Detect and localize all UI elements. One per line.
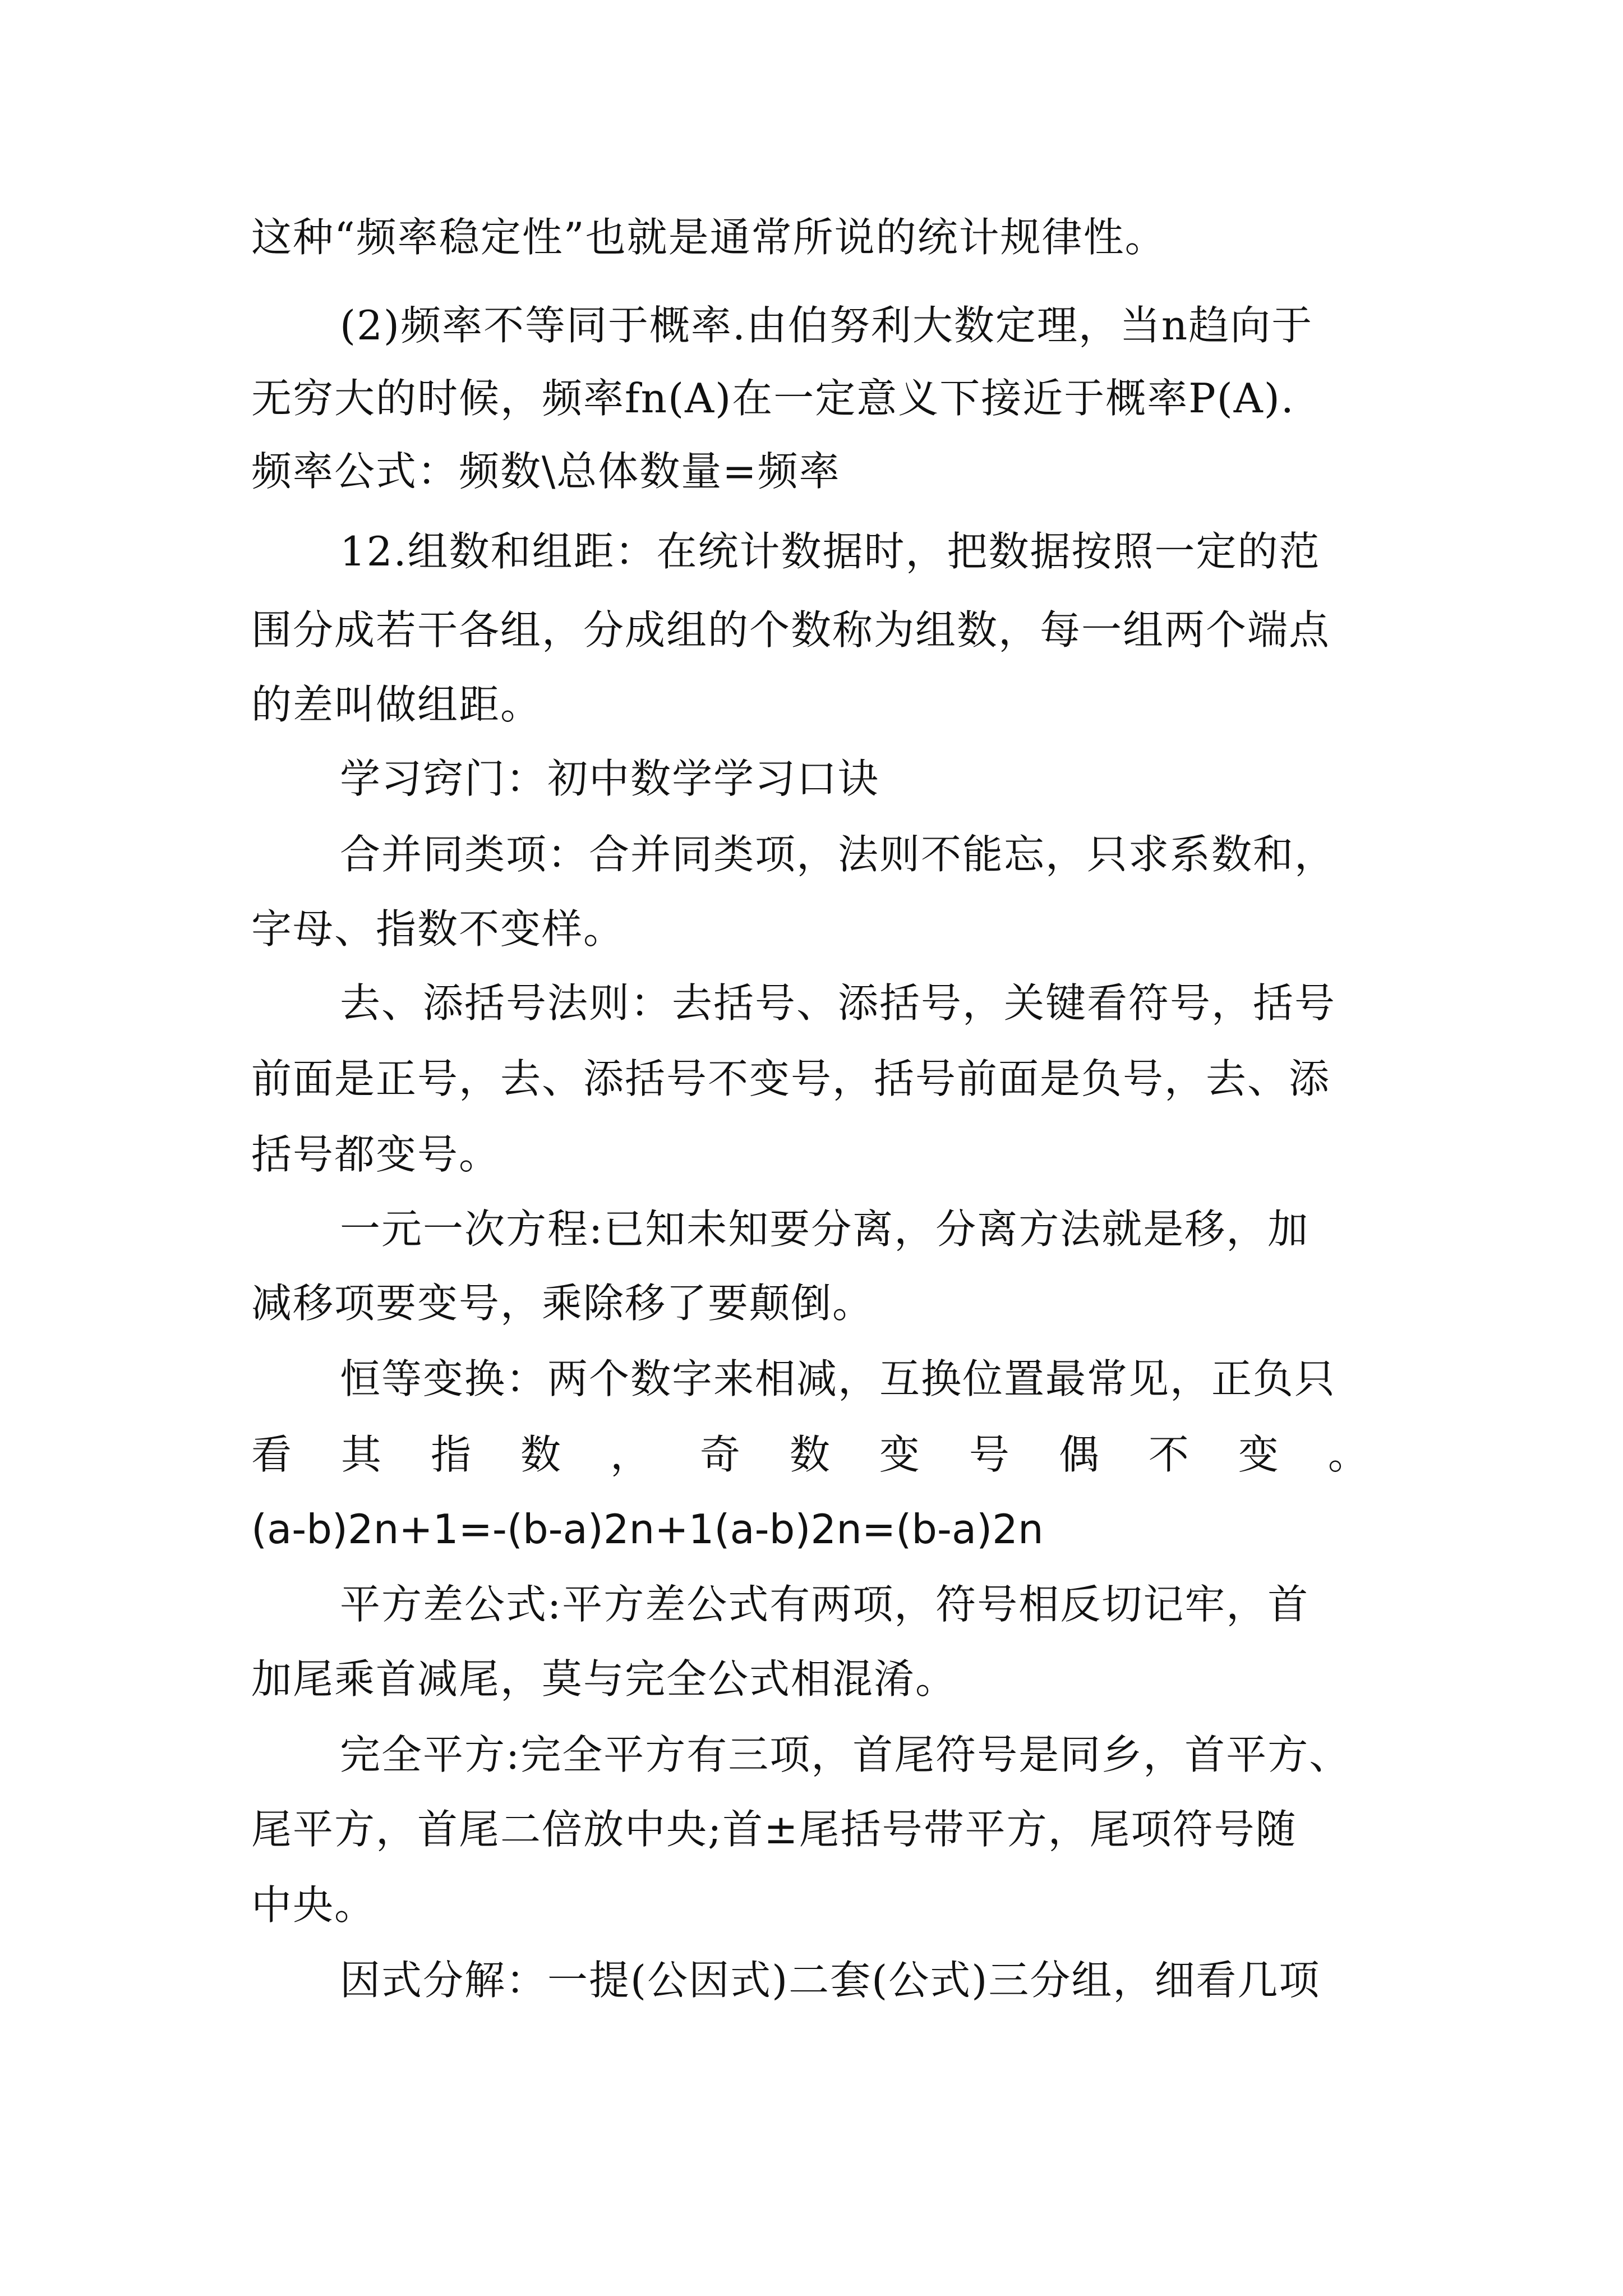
justified-char: 看 xyxy=(251,1431,293,1478)
text-line-13: 括号都变号。 xyxy=(251,1131,501,1178)
justified-char: 偶 xyxy=(1058,1431,1100,1478)
text-line-1: 这种“频率稳定性”也就是通常所说的统计规律性。 xyxy=(251,214,1166,261)
justified-char: 变 xyxy=(879,1431,921,1478)
justified-char: 变 xyxy=(1238,1431,1280,1478)
formula-line: (a-b)2n+1=-(b-a)2n+1(a-b)2n=(b-a)2n xyxy=(251,1506,1044,1553)
text-line-6: 围分成若干各组，分成组的个数称为组数，每一组两个端点 xyxy=(251,606,1331,654)
text-line-14: 一元一次方程:已知未知要分离，分离方法就是移，加 xyxy=(340,1205,1310,1253)
justified-char: 奇 xyxy=(699,1431,741,1478)
text-line-19: 平方差公式:平方差公式有两项，符号相反切记牢，首 xyxy=(340,1581,1310,1628)
text-line-11: 去、添括号法则：去括号、添括号，关键看符号，括号 xyxy=(340,979,1336,1027)
justified-char: 指 xyxy=(430,1431,472,1478)
text-line-15: 减移项要变号，乘除移了要颠倒。 xyxy=(251,1280,874,1327)
text-line-16: 恒等变换：两个数字来相减，互换位置最常见，正负只 xyxy=(340,1355,1336,1402)
text-line-24: 因式分解：一提(公因式)二套(公式)三分组，细看几项 xyxy=(340,1957,1321,2004)
justified-char: 数 xyxy=(789,1431,831,1478)
justified-char: 其 xyxy=(340,1431,382,1478)
text-line-21: 完全平方:完全平方有三项，首尾符号是同乡，首平方、 xyxy=(340,1731,1351,1778)
justified-char: 数 xyxy=(520,1431,562,1478)
text-line-5: 12.组数和组距：在统计数据时，把数据按照一定的范 xyxy=(340,528,1321,575)
text-line-17-justified xyxy=(251,1428,1370,1481)
text-line-22: 尾平方，首尾二倍放中央;首±尾括号带平方，尾项符号随 xyxy=(251,1806,1297,1853)
justified-char: 不 xyxy=(1148,1431,1190,1478)
text-line-20: 加尾乘首减尾，莫与完全公式相混淆。 xyxy=(251,1655,957,1703)
text-line-12: 前面是正号，去、添括号不变号，括号前面是负号，去、添 xyxy=(251,1055,1331,1102)
text-line-23: 中央。 xyxy=(251,1881,376,1929)
text-line-7: 的差叫做组距。 xyxy=(251,681,542,728)
text-line-2: (2)频率不等同于概率.由伯努利大数定理，当n趋向于 xyxy=(340,302,1313,349)
text-line-10: 字母、指数不变样。 xyxy=(251,905,625,953)
text-line-4: 频率公式：频数\总体数量=频率 xyxy=(251,448,841,495)
text-line-8: 学习窍门：初中数学学习口诀 xyxy=(340,755,880,802)
justified-char: 。 xyxy=(1327,1431,1370,1478)
justified-char: 号 xyxy=(969,1431,1011,1478)
text-line-3: 无穷大的时候，频率fn(A)在一定意义下接近于概率P(A). xyxy=(251,375,1295,422)
text-line-9: 合并同类项：合并同类项，法则不能忘，只求系数和， xyxy=(340,831,1336,878)
justified-char: ， xyxy=(610,1431,652,1478)
